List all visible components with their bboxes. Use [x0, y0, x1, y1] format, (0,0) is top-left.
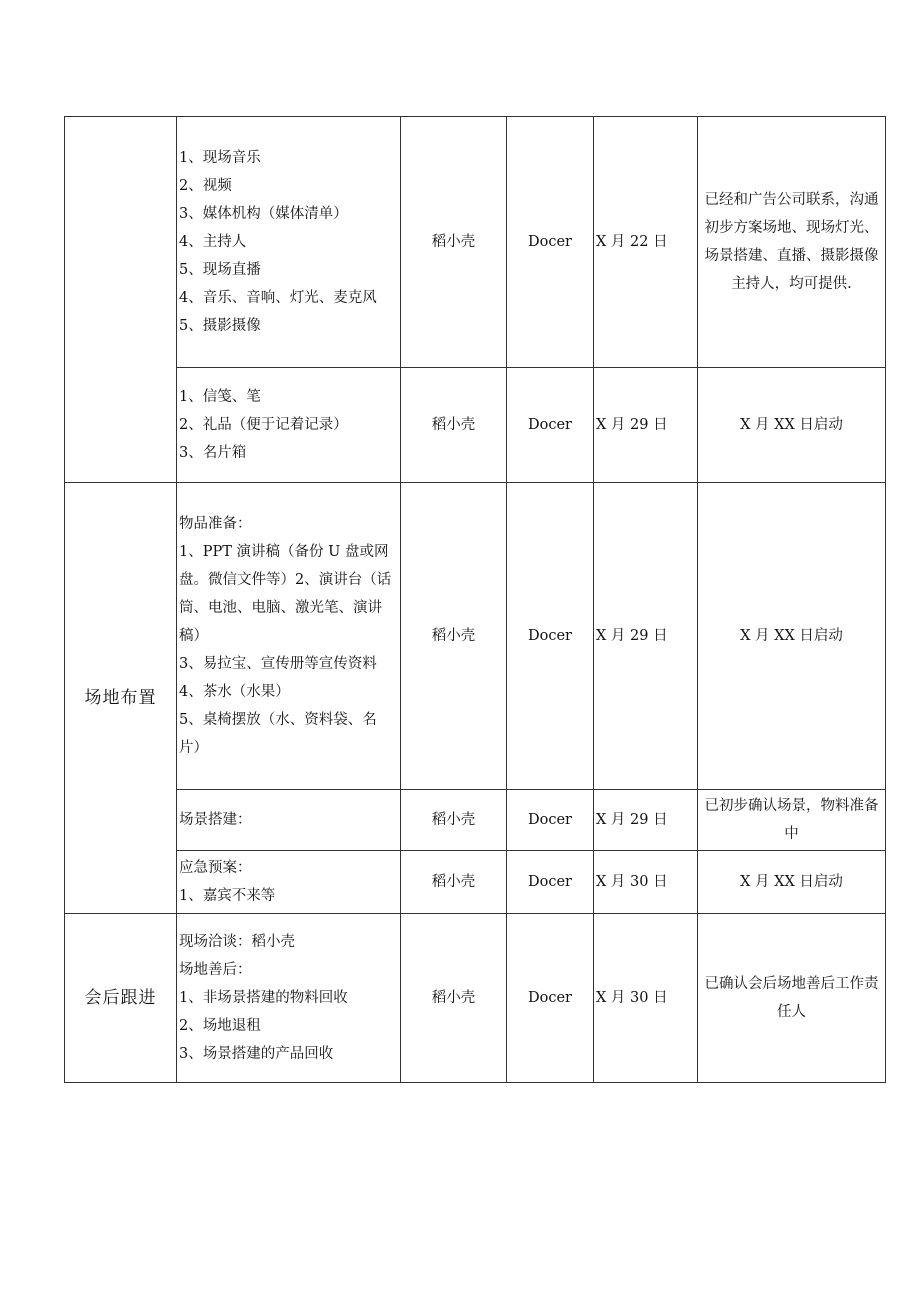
- task-line: 3、媒体机构（媒体清单）: [179, 206, 348, 222]
- task-line: 1、嘉宾不来等: [179, 888, 276, 904]
- plan-table: [64, 116, 886, 1083]
- task-line: 3、易拉宝、宣传册等宣传资料: [179, 656, 377, 672]
- task-line: 3、场景搭建的产品回收: [179, 1046, 334, 1062]
- task-cell: [177, 790, 401, 851]
- task-cell: [177, 117, 401, 368]
- date-cell: X 月 30 日: [594, 851, 698, 914]
- task-line: 4、茶水（水果）: [179, 684, 290, 700]
- date-cell: X 月 29 日: [594, 368, 698, 483]
- task-line: 现场洽谈：稻小壳: [179, 934, 295, 950]
- task-line: 场景搭建：: [179, 812, 252, 828]
- task-line: 1、现场音乐: [179, 150, 261, 166]
- note-cell: 已确认会后场地善后工作责任人: [698, 914, 886, 1083]
- note-cell: X 月 XX 日启动: [698, 368, 886, 483]
- task-line: 5、现场直播: [179, 262, 261, 278]
- note-cell: X 月 XX 日启动: [698, 483, 886, 790]
- task-line: 1、PPT 演讲稿（备份 U 盘或网盘。微信文件等）2、演讲台（话筒、电池、电脑、激光笔、演讲稿）: [179, 544, 392, 644]
- partner-cell: Docer: [507, 851, 594, 914]
- category-cell: 场地布置: [65, 483, 177, 914]
- task-line: 5、桌椅摆放（水、资料袋、名片）: [179, 712, 377, 756]
- partner-cell: Docer: [507, 368, 594, 483]
- date-cell: X 月 30 日: [594, 914, 698, 1083]
- date-cell: X 月 22 日: [594, 117, 698, 368]
- task-line: 3、名片箱: [179, 445, 247, 461]
- partner-cell: Docer: [507, 483, 594, 790]
- partner-cell: Docer: [507, 790, 594, 851]
- task-line: 1、非场景搭建的物料回收: [179, 990, 348, 1006]
- task-line: 2、场地退租: [179, 1018, 261, 1034]
- owner-cell: 稻小壳: [401, 368, 507, 483]
- note-cell: 已初步确认场景，物料准备中: [698, 790, 886, 851]
- task-line: 4、音乐、音响、灯光、麦克风: [179, 290, 377, 306]
- task-cell: [177, 851, 401, 914]
- note-cell: X 月 XX 日启动: [698, 851, 886, 914]
- task-line: 2、视频: [179, 178, 232, 194]
- note-cell: 已经和广告公司联系，沟通初步方案场地、现场灯光、场景搭建、直播、摄影摄像主持人，均可提供.: [698, 117, 886, 368]
- owner-cell: 稻小壳: [401, 914, 507, 1083]
- task-line: 物品准备：: [179, 516, 252, 532]
- table-row: [65, 851, 886, 914]
- category-cell-empty: [65, 117, 177, 483]
- owner-cell: 稻小壳: [401, 790, 507, 851]
- date-cell: X 月 29 日: [594, 790, 698, 851]
- category-cell: 会后跟进: [65, 914, 177, 1083]
- task-line: 5、摄影摄像: [179, 318, 261, 334]
- task-cell: [177, 914, 401, 1083]
- task-line: 应急预案：: [179, 860, 252, 876]
- table-row: [65, 790, 886, 851]
- owner-cell: 稻小壳: [401, 851, 507, 914]
- task-cell: [177, 483, 401, 790]
- partner-cell: Docer: [507, 117, 594, 368]
- table-row: [65, 368, 886, 483]
- task-line: 1、信笺、笔: [179, 389, 261, 405]
- date-cell: X 月 29 日: [594, 483, 698, 790]
- table-row: [65, 914, 886, 1083]
- task-line: 2、礼品（便于记着记录）: [179, 417, 348, 433]
- table-row: [65, 117, 886, 368]
- task-line: 场地善后：: [179, 962, 252, 978]
- owner-cell: 稻小壳: [401, 483, 507, 790]
- table-row: [65, 483, 886, 790]
- task-line: 4、主持人: [179, 234, 247, 250]
- partner-cell: Docer: [507, 914, 594, 1083]
- owner-cell: 稻小壳: [401, 117, 507, 368]
- task-cell: [177, 368, 401, 483]
